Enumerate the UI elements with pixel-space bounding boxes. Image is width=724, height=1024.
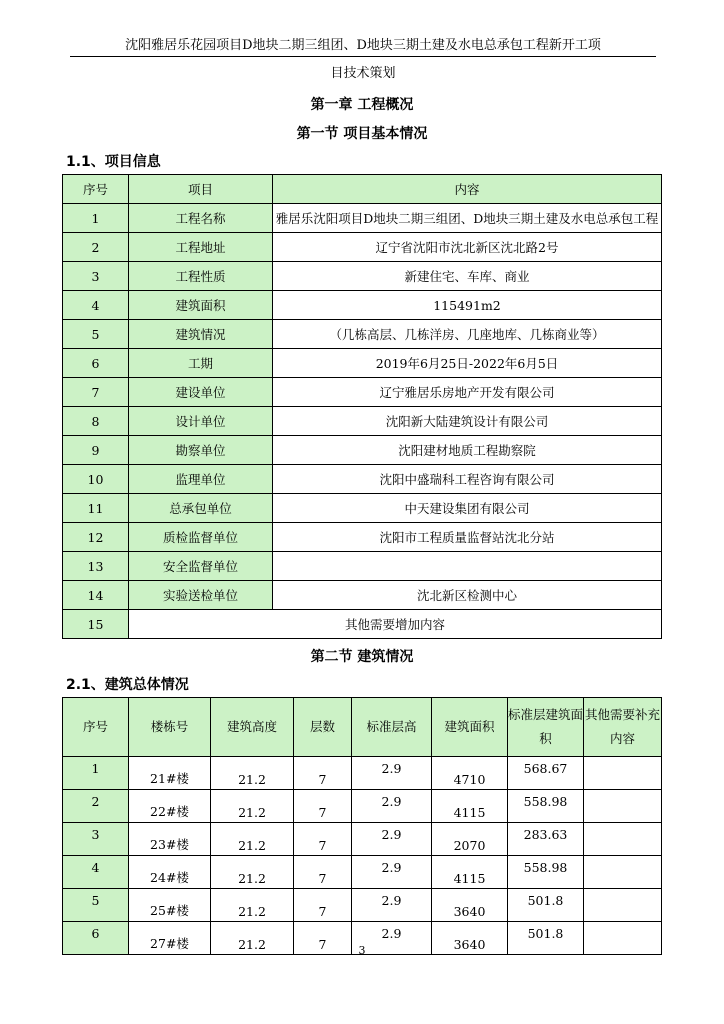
building-height: 21.2 [211, 889, 294, 922]
col-other-header: 其他需要补充内容 [584, 698, 662, 757]
item-content: 辽宁省沈阳市沈北新区沈北路2号 [273, 233, 662, 262]
table-row [63, 291, 662, 320]
item-name: 实验送检单位 [129, 581, 273, 610]
item-name: 设计单位 [129, 407, 273, 436]
item-content: （几栋高层、几栋洋房、几座地库、几栋商业等） [273, 320, 662, 349]
other-info [584, 757, 662, 790]
col-std-area-header: 标准层建筑面积 [508, 698, 584, 757]
item-content: 沈阳中盛瑞科工程咨询有限公司 [273, 465, 662, 494]
t1-header-no: 序号 [63, 175, 129, 204]
floor-count: 7 [294, 922, 352, 955]
building-area: 3640 [432, 889, 508, 922]
row-number: 1 [63, 757, 129, 790]
standard-floor-area: 501.8 [508, 922, 584, 955]
item-content: 沈阳建材地质工程勘察院 [273, 436, 662, 465]
item-name: 监理单位 [129, 465, 273, 494]
page-number: 3 [358, 944, 366, 957]
table-row [63, 523, 662, 552]
row-number: 2 [63, 790, 129, 823]
item-content: 辽宁雅居乐房地产开发有限公司 [273, 378, 662, 407]
standard-floor-area: 568.67 [508, 757, 584, 790]
building-height: 21.2 [211, 757, 294, 790]
table-row [63, 856, 662, 889]
table-row [63, 494, 662, 523]
table-row [63, 378, 662, 407]
t1-header-content: 内容 [273, 175, 662, 204]
other-info [584, 823, 662, 856]
row-number: 8 [63, 407, 129, 436]
item-name: 建筑面积 [129, 291, 273, 320]
row-number: 13 [63, 552, 129, 581]
item-name: 建筑情况 [129, 320, 273, 349]
row-number: 12 [63, 523, 129, 552]
building-no: 24#楼 [129, 856, 211, 889]
table-row [63, 823, 662, 856]
item-name: 勘察单位 [129, 436, 273, 465]
item-name: 建设单位 [129, 378, 273, 407]
standard-floor-height: 2.9 [352, 757, 432, 790]
item-content: 新建住宅、车库、商业 [273, 262, 662, 291]
other-info [584, 856, 662, 889]
building-area: 4115 [432, 790, 508, 823]
table-row [63, 790, 662, 823]
item-name: 工程性质 [129, 262, 273, 291]
section1-title: 第一节 项目基本情况 [296, 126, 428, 142]
item-content: 115491m2 [273, 291, 662, 320]
item-content: 2019年6月25日-2022年6月5日 [273, 349, 662, 378]
row-number: 6 [63, 922, 129, 955]
standard-floor-area: 283.63 [508, 823, 584, 856]
item-content: 沈北新区检测中心 [273, 581, 662, 610]
row-number: 7 [63, 378, 129, 407]
table-row [63, 757, 662, 790]
building-overview-table [62, 697, 662, 955]
row-number: 3 [63, 262, 129, 291]
building-no: 22#楼 [129, 790, 211, 823]
table-row [63, 262, 662, 291]
building-area: 4710 [432, 757, 508, 790]
row-number: 14 [63, 581, 129, 610]
item-content: 沈阳市工程质量监督站沈北分站 [273, 523, 662, 552]
floor-count: 7 [294, 790, 352, 823]
item-name: 工程名称 [129, 204, 273, 233]
item-name: 安全监督单位 [129, 552, 273, 581]
other-info [584, 790, 662, 823]
row-number: 1 [63, 204, 129, 233]
item-name: 工期 [129, 349, 273, 378]
section2-title: 第二节 建筑情况 [310, 649, 414, 665]
floor-count: 7 [294, 856, 352, 889]
row-number: 5 [63, 889, 129, 922]
row-number: 5 [63, 320, 129, 349]
table-row [63, 465, 662, 494]
building-area: 3640 [432, 922, 508, 955]
standard-floor-area: 501.8 [508, 889, 584, 922]
standard-floor-area: 558.98 [508, 856, 584, 889]
table-row [63, 204, 662, 233]
table-row [63, 407, 662, 436]
building-no: 25#楼 [129, 889, 211, 922]
standard-floor-area: 558.98 [508, 790, 584, 823]
standard-floor-height: 2.9 [352, 922, 432, 955]
row-number: 10 [63, 465, 129, 494]
table-row [63, 233, 662, 262]
row-number: 4 [63, 291, 129, 320]
col-floors-header: 层数 [294, 698, 352, 757]
table-row [63, 581, 662, 610]
table-row [63, 552, 662, 581]
other-content: 其他需要增加内容 [129, 610, 662, 639]
building-height: 21.2 [211, 922, 294, 955]
standard-floor-height: 2.9 [352, 790, 432, 823]
row-number: 4 [63, 856, 129, 889]
building-height: 21.2 [211, 790, 294, 823]
col-building-header: 楼栋号 [129, 698, 211, 757]
floor-count: 7 [294, 823, 352, 856]
building-area: 2070 [432, 823, 508, 856]
page-header-line1: 沈阳雅居乐花园项目D地块二期三组团、D地块三期土建及水电总承包工程新开工项 [70, 36, 656, 57]
floor-count: 7 [294, 889, 352, 922]
item-content: 中天建设集团有限公司 [273, 494, 662, 523]
item-content: 雅居乐沈阳项目D地块二期三组团、D地块三期土建及水电总承包工程 [273, 204, 662, 233]
col-area-header: 建筑面积 [432, 698, 508, 757]
building-area: 4115 [432, 856, 508, 889]
building-no: 23#楼 [129, 823, 211, 856]
subsection1-title: 1.1、项目信息 [66, 154, 161, 170]
item-name: 总承包单位 [129, 494, 273, 523]
row-number: 15 [63, 610, 129, 639]
row-number: 3 [63, 823, 129, 856]
item-content [273, 552, 662, 581]
col-no-header: 序号 [63, 698, 129, 757]
row-number: 11 [63, 494, 129, 523]
table-row [63, 436, 662, 465]
subsection2-title: 2.1、建筑总体情况 [66, 677, 189, 693]
building-no: 27#楼 [129, 922, 211, 955]
table-row [63, 349, 662, 378]
col-floor-height-header: 标准层高 [352, 698, 432, 757]
col-height-header: 建筑高度 [211, 698, 294, 757]
row-number: 6 [63, 349, 129, 378]
t1-header-item: 项目 [129, 175, 273, 204]
table-row [63, 610, 662, 639]
table-row [63, 320, 662, 349]
table-row [63, 889, 662, 922]
chapter-title: 第一章 工程概况 [310, 97, 414, 113]
standard-floor-height: 2.9 [352, 889, 432, 922]
other-info [584, 889, 662, 922]
building-height: 21.2 [211, 823, 294, 856]
row-number: 9 [63, 436, 129, 465]
row-number: 2 [63, 233, 129, 262]
project-info-table [62, 174, 662, 639]
page-header-line2: 目技术策划 [330, 66, 396, 81]
standard-floor-height: 2.9 [352, 856, 432, 889]
building-height: 21.2 [211, 856, 294, 889]
standard-floor-height: 2.9 [352, 823, 432, 856]
item-name: 工程地址 [129, 233, 273, 262]
floor-count: 7 [294, 757, 352, 790]
building-no: 21#楼 [129, 757, 211, 790]
item-content: 沈阳新大陆建筑设计有限公司 [273, 407, 662, 436]
item-name: 质检监督单位 [129, 523, 273, 552]
